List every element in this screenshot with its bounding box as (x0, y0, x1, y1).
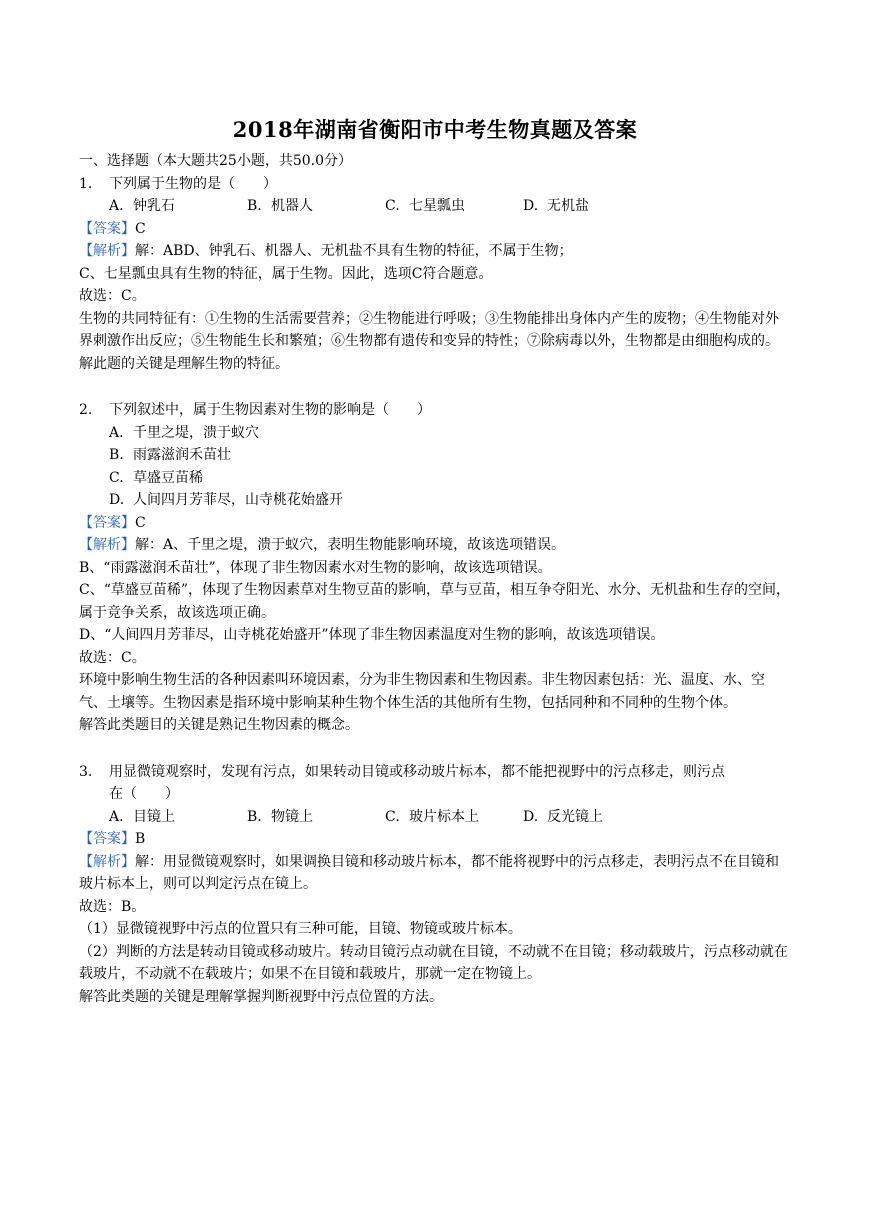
question-3 (79, 761, 791, 1009)
analysis-text: D、“人间四月芳菲尽，山寺桃花始盛开”体现了非生物因素温度对生物的影响，故该选项错误。 (79, 627, 665, 643)
question-stem: 下列叙述中，属于生物因素对生物的影响是（ ） (109, 402, 431, 418)
analysis-text: 环境中影响生物生活的各种因素叫环境因素，分为非生物因素和生物因素。非生物因素包括：光、温度、水、空气、土壤等。生物因素是指环境中影响某种生物个体生活的其他所有生物，包括同种和不同种的生物个体。 (79, 672, 765, 711)
option-b: B. 雨露滋润禾苗壮 (109, 447, 231, 463)
analysis-line: 【解析】解：ABD、钟乳石、机器人、无机盐不具有生物的特征，不属于生物； (79, 243, 573, 259)
analysis-text: 解答此类题目的关键是熟记生物因素的概念。 (79, 717, 359, 733)
question-stem: 下列属于生物的是（ ） (109, 175, 277, 192)
answer-line (79, 828, 791, 851)
page-title: 2018年湖南省衡阳市中考生物真题及答案 (232, 117, 638, 142)
answer-tag: 【答案】 (79, 514, 135, 531)
analysis-text: 故选：C。 (79, 649, 146, 666)
options-row (79, 195, 791, 218)
answer-value: C (135, 514, 146, 531)
question-number: 2. (79, 402, 93, 418)
option-a: A. 目镜上 (109, 808, 175, 825)
question-number: 1. (79, 175, 93, 192)
question-number: 3. (79, 763, 93, 780)
analysis-text: 故选：C。 (79, 288, 146, 304)
analysis-text: （2）判断的方法是转动目镜或移动玻片。转动目镜污点动就在目镜，不动就不在目镜；移动载玻片，污点移动就在载玻片，不动就不在载玻片；如果不在目镜和载玻片，那就一定在物镜上。 (79, 943, 788, 982)
analysis-text: 解答此类题的关键是理解掌握判断视野中污点位置的方法。 (79, 988, 443, 1005)
option-c: C. 草盛豆苗稀 (109, 469, 203, 486)
analysis-tag: 【解析】 (79, 243, 135, 259)
option-d: D. 反光镜上 (523, 808, 603, 825)
question-1 (79, 173, 791, 376)
option-b: B. 物镜上 (247, 808, 313, 825)
analysis-text: C、“草盛豆苗稀”，体现了生物因素草对生物豆苗的影响，草与豆苗，相互争夺阳光、水分、无机盐和生存的空间，属于竞争关系，故该选项正确。 (79, 582, 791, 621)
answer-tag: 【答案】 (79, 831, 135, 847)
answer-tag: 【答案】 (79, 220, 135, 237)
answer-value: B (135, 831, 146, 847)
analysis-text: C、七星瓢虫具有生物的特征，属于生物。因此，选项C符合题意。 (79, 265, 493, 282)
options-row (79, 806, 791, 829)
analysis-text: 解此题的关键是理解生物的特征。 (79, 355, 289, 372)
option-c: C. 玻片标本上 (385, 808, 479, 825)
option-d: D. 无机盐 (523, 198, 589, 214)
option-b: B. 机器人 (247, 198, 313, 214)
answer-value: C (135, 220, 146, 237)
option-a: A. 钟乳石 (109, 198, 175, 214)
analysis-text: 故选：B。 (79, 898, 146, 915)
question-stem-continued: 在（ ） (109, 786, 179, 802)
analysis-line: 【解析】解：用显微镜观察时，如果调换目镜和移动玻片标本，都不能将视野中的污点移走，表明污点不在目镜和玻片标本上，则可以判定污点在镜上。 (79, 853, 779, 892)
question-stem: 用显微镜观察时，发现有污点，如果转动目镜或移动玻片标本，都不能把视野中的污点移走，则污点 (109, 763, 725, 780)
option-c: C. 七星瓢虫 (385, 198, 465, 214)
analysis-text: B、“雨露滋润禾苗壮”，体现了非生物因素水对生物的影响，故该选项错误。 (79, 559, 552, 576)
question-2 (79, 399, 791, 737)
document-page (79, 116, 791, 1008)
analysis-text: （1）显微镜视野中污点的位置只有三种可能，目镜、物镜或玻片标本。 (79, 921, 522, 937)
option-a: A. 千里之堤，溃于蚁穴 (109, 424, 259, 441)
section-header: 一、选择题（本大题共25小题，共50.0分） (79, 153, 352, 169)
answer-line (79, 218, 791, 241)
analysis-text: 生物的共同特征有：①生物的生活需要营养；②生物能进行呼吸；③生物能排出身体内产生的废物；④生物能对外界刺激作出反应；⑤生物能生长和繁殖；⑥生物都有遗传和变异的特性；⑦除病毒以外，生物都是由细胞构成的。 (79, 310, 779, 349)
option-d: D. 人间四月芳菲尽，山寺桃花始盛开 (109, 492, 343, 508)
analysis-tag: 【解析】 (79, 853, 135, 870)
answer-line (79, 512, 791, 535)
analysis-line: 【解析】解：A、千里之堤，溃于蚁穴，表明生物能影响环境，故该选项错误。 (79, 537, 566, 553)
analysis-tag: 【解析】 (79, 537, 135, 553)
